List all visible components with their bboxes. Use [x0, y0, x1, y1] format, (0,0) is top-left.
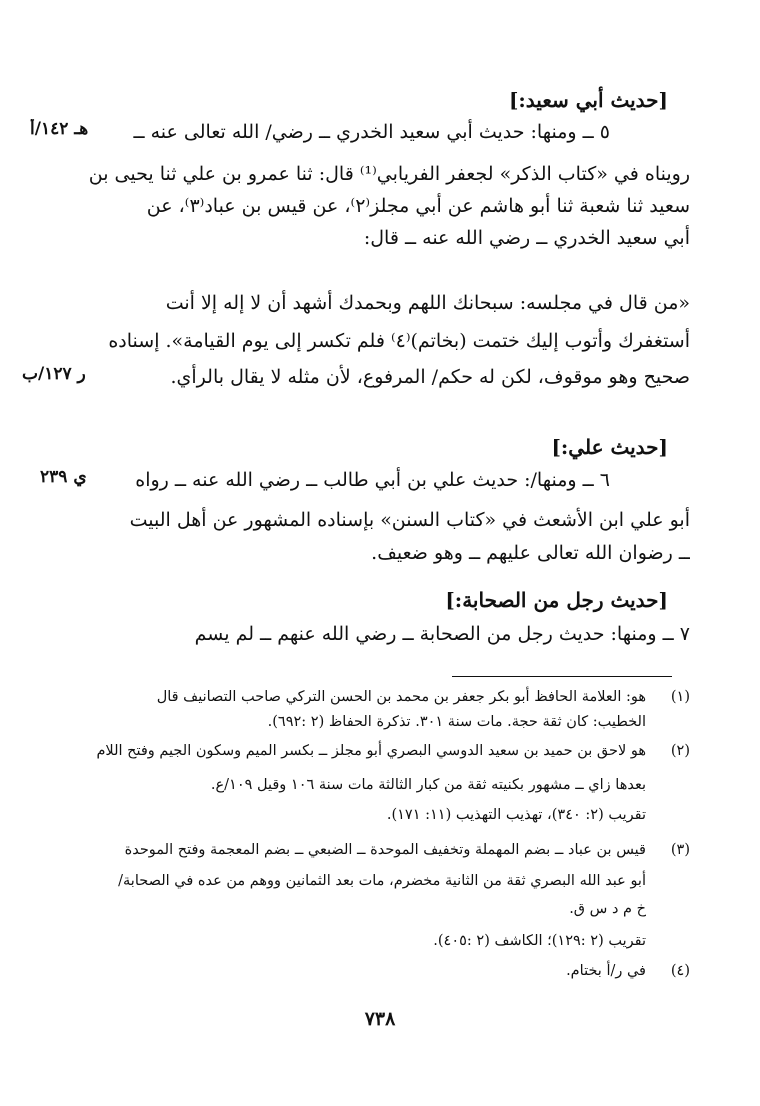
footnote-line: أبو عبد الله البصري ثقة من الثانية مخضرم، مات بعد الثمانين ووهم من عده في الصحابة/	[118, 873, 646, 889]
footnote-line: هو لاحق بن حميد بن سعيد الدوسي البصري أبو مجلز ــ بكسر الميم وسكون الجيم وفتح اللام	[96, 743, 646, 759]
body-line: صحيح وهو موقوف، لكن له حكم/ المرفوع، لأن مثله لا يقال بالرأي.	[170, 366, 690, 388]
footnote-line: في ر/أ بختام.	[566, 963, 646, 979]
footnote-citation: تقريب (٢: ٣٤٠)، تهذيب التهذيب (١١: ١٧١).	[386, 807, 646, 823]
body-line: ــ رضوان الله تعالى عليهم ــ وهو ضعيف.	[371, 542, 690, 564]
body-line: «من قال في مجلسه: سبحانك اللهم وبحمدك أشهد أن لا إله إلا أنت	[165, 292, 690, 314]
body-line: ٧ ــ ومنها: حديث رجل من الصحابة ــ رضي الله عنهم ــ لم يسم	[194, 623, 690, 645]
footnote-line: قيس بن عباد ــ بضم المهملة وتخفيف الموحدة ــ الضبعي ــ بضم المعجمة وفتح الموحدة	[124, 842, 646, 858]
section-heading-abu-said: [حديث أبي سعيد:]	[508, 88, 668, 112]
footnote-separator	[452, 676, 672, 677]
section-heading-ali: [حديث علي:]	[551, 435, 668, 459]
page-number: ٧٣٨	[364, 1008, 396, 1030]
margin-reference: ر ١٢٧/ب	[22, 364, 86, 384]
footnote-line: الخطيب: كان ثقة حجة. مات سنة ٣٠١. تذكرة الحفاظ (٢ :٦٩٢).	[267, 714, 646, 730]
margin-reference: ي ٢٣٩	[40, 467, 87, 487]
footnote-line: هو: العلامة الحافظ أبو بكر جعفر بن محمد بن الحسن التركي صاحب التصانيف قال	[156, 689, 646, 705]
body-line: أبو علي ابن الأشعث في «كتاب السنن» بإسناده المشهور عن أهل البيت	[129, 509, 690, 531]
section-heading-companion: [حديث رجل من الصحابة:]	[445, 588, 668, 612]
footnote-number: (٤)	[670, 963, 690, 979]
body-line: ٦ ــ ومنها/: حديث علي بن أبي طالب ــ رضي الله عنه ــ رواه	[135, 469, 610, 491]
margin-reference: هـ ١٤٢/أ	[30, 119, 89, 139]
body-line: ٥ ــ ومنها: حديث أبي سعيد الخدري ــ رضي/ الله تعالى عنه ــ	[133, 121, 610, 143]
footnote-line: خ م د س ق.	[569, 901, 646, 917]
body-line: أبي سعيد الخدري ــ رضي الله عنه ــ قال:	[363, 227, 690, 249]
footnote-number: (٢)	[670, 743, 690, 759]
body-line: سعيد ثنا شعبة ثنا أبو هاشم عن أبي مجلز⁽٢⁾، عن قيس بن عباد⁽٣⁾، عن	[146, 195, 690, 217]
footnote-line: بعدها زاي ــ مشهور بكنيته ثقة من كبار الثالثة مات سنة ١٠٦ وقيل ١٠٩/ع.	[210, 777, 646, 793]
footnote-number: (٣)	[670, 842, 690, 858]
footnote-number: (١)	[670, 689, 690, 705]
footnote-citation: تقريب (٢ :١٢٩)؛ الكاشف (٢ :٤٠٥).	[433, 933, 646, 949]
body-line: رويناه في «كتاب الذكر» لجعفر الفريابي⁽¹⁾ قال: ثنا عمرو بن علي ثنا يحيى بن	[88, 163, 690, 185]
body-line: أستغفرك وأتوب إليك ختمت (بخاتم)⁽٤⁾ فلم تكسر إلى يوم القيامة». إسناده	[108, 330, 690, 352]
